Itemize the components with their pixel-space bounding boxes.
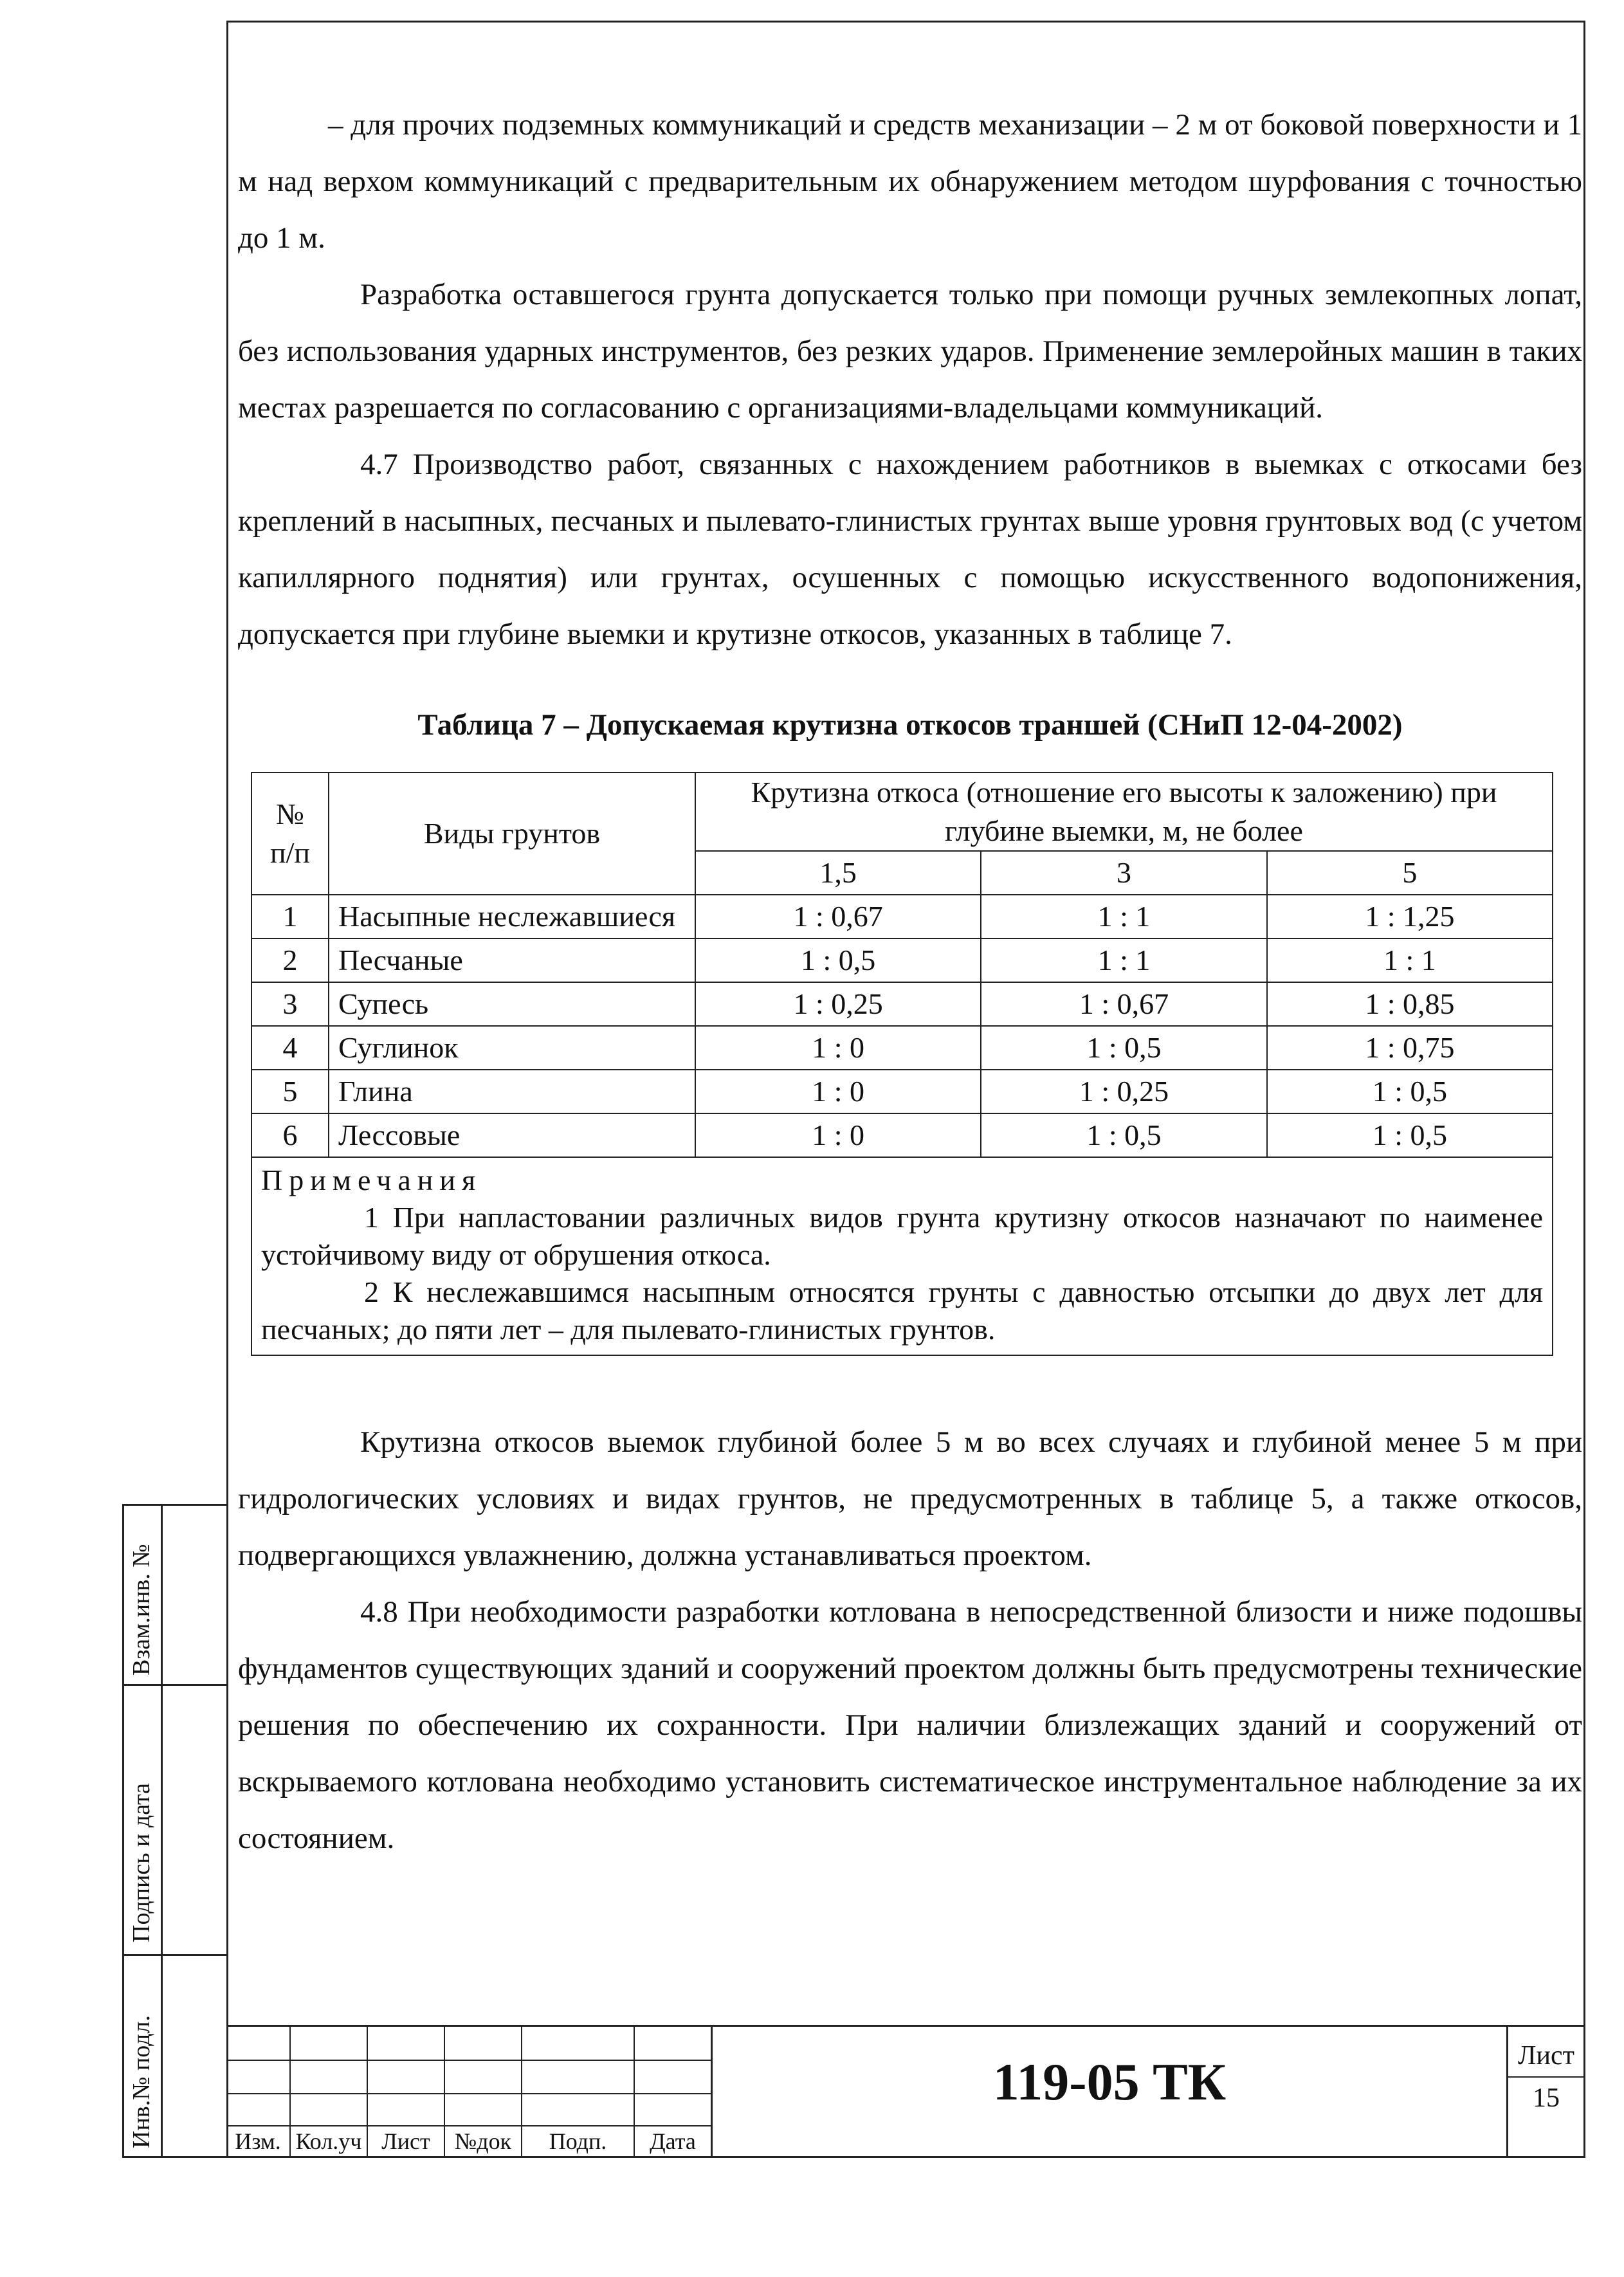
document-number: 119-05 ТК [992,2053,1227,2111]
sign-date-label: Подпись и дата [128,1782,155,1943]
table-row [251,1070,1553,1113]
table-header-row [251,773,1553,851]
title-block-grid [711,2025,713,2157]
row-slope: 1 : 0,85 [1267,982,1553,1026]
title-block-grid [226,2060,712,2061]
side-stamp-divider [122,1954,228,1956]
title-block-grid [226,2125,712,2126]
row-slope: 1 : 1,25 [1267,895,1553,938]
title-block-grid [1506,2076,1585,2078]
stamp-col-label: Изм. [235,2128,281,2154]
body-text-top [238,96,1582,663]
row-soil-type: Суглинок [329,1026,695,1070]
row-slope: 1 : 0,5 [981,1113,1266,1157]
side-stamp-divider [122,1504,228,1506]
table-notes-row [251,1157,1553,1355]
sheet-number: 15 [1533,2083,1560,2113]
paragraph: 4.8 При необходимости разработки котлована в непосредственной близости и ниже подошвы фундаментов существующих зданий и сооружений проектом должны быть предусмотрены технические решения по обеспечению их сохранности. При наличии близлежащих зданий и сооружений от вскрываемого котлована необходимо установить систематическое инструментальное наблюдение за их состоянием. [238,1595,1582,1855]
header-number: № п/п [251,773,329,895]
row-slope: 1 : 0,5 [695,938,981,982]
slope-table [251,772,1553,1356]
paragraph: Разработка оставшегося грунта допускается только при помощи ручных землекопных лопат, без использования ударных инструментов, без резких ударов. Применение землеройных машин в таких местах разрешается по согласованию с организациями-владельцами коммуникаций. [238,278,1582,425]
notes-heading: Примечания [261,1164,482,1196]
row-slope: 1 : 0,25 [695,982,981,1026]
frame-bottom-border [122,2156,1585,2158]
row-slope: 1 : 1 [981,895,1266,938]
row-number: 6 [251,1113,329,1157]
header-depth: 3 [981,851,1266,895]
row-soil-type: Лессовые [329,1113,695,1157]
row-soil-type: Насыпные неслежавшиеся [329,895,695,938]
body-text-bottom [238,1414,1582,1867]
row-number: 3 [251,982,329,1026]
row-slope: 1 : 1 [1267,938,1553,982]
frame-left-border [226,21,228,2157]
row-slope: 1 : 0,5 [1267,1070,1553,1113]
side-stamp-divider [161,1504,163,2157]
row-slope: 1 : 0,5 [981,1026,1266,1070]
row-slope: 1 : 0,67 [695,895,981,938]
paragraph: 4.7 Производство работ, связанных с нахождением работников в выемках с откосами без креплений в насыпных, песчаных и пылевато-глинистых грунтах выше уровня грунтовых вод (с учетом капиллярного поднятия) или грунтах, осушенных с помощью искусственного водопонижения, допускается при глубине выемки и крутизне откосов, указанных в таблице 7. [238,448,1582,651]
row-slope: 1 : 0 [695,1070,981,1113]
note: 2 К неслежавшимся насыпным относятся грунты с давностью отсыпки до двух лет для песчаных; до пяти лет – для пылевато-глинистых грунтов. [261,1276,1543,1346]
table-notes [251,1157,1553,1355]
paragraph: – для прочих подземных коммуникаций и средств механизации – 2 м от боковой поверхности и 1 м над верхом коммуникаций с предварительным их обнаружением методом шурфования с точностью до 1 м. [238,108,1582,255]
orig-inv-label: Инв.№ подл. [128,2015,155,2148]
row-number: 1 [251,895,329,938]
row-number: 2 [251,938,329,982]
paragraph: Крутизна откосов выемок глубиной более 5 м во всех случаях и глубиной менее 5 м при гидрологических условиях и видах грунтов, не предусмотренных в таблице 5, а также откосов, подвергающихся увлажнению, должна устанавливаться проектом. [238,1425,1582,1572]
stamp-col-label: Дата [650,2128,696,2154]
header-soil-type: Виды грунтов [329,773,695,895]
frame-right-border [1583,21,1585,2157]
stamp-col-label: Подп. [549,2128,607,2154]
stamp-col-label: Кол.уч [295,2128,362,2154]
row-slope: 1 : 0,25 [981,1070,1266,1113]
table-title: Таблица 7 – Допускаемая крутизна откосов траншей (СНиП 12-04-2002) [417,708,1403,742]
stamp-col-label: №док [454,2128,512,2154]
row-number: 4 [251,1026,329,1070]
table-row [251,1113,1553,1157]
row-number: 5 [251,1070,329,1113]
row-slope: 1 : 1 [981,938,1266,982]
row-slope: 1 : 0,67 [981,982,1266,1026]
table-row [251,895,1553,938]
swap-inv-label: Взам.инв. № [128,1544,155,1676]
frame-top-border [226,21,1585,23]
row-slope: 1 : 0 [695,1026,981,1070]
row-slope: 1 : 0 [695,1113,981,1157]
side-stamp-divider [122,1684,228,1686]
row-soil-type: Песчаные [329,938,695,982]
table-row [251,982,1553,1026]
header-depth: 1,5 [695,851,981,895]
header-depth: 5 [1267,851,1553,895]
row-soil-type: Супесь [329,982,695,1026]
sheet-label: Лист [1518,2041,1574,2071]
row-slope: 1 : 0,5 [1267,1113,1553,1157]
table-row [251,938,1553,982]
row-slope: 1 : 0,75 [1267,1026,1553,1070]
row-soil-type: Глина [329,1070,695,1113]
stamp-col-label: Лист [381,2128,430,2154]
header-slope: Крутизна откоса (отношение его высоты к заложению) при глубине выемки, м, не более [695,773,1553,851]
side-stamp-border [122,1504,124,2157]
title-block-top [226,2025,1585,2027]
title-block-grid [226,2093,712,2094]
note: 1 При напластовании различных видов грунта крутизну откосов назначают по наименее устойчивому виду от обрушения откоса. [261,1201,1543,1271]
table-row [251,1026,1553,1070]
